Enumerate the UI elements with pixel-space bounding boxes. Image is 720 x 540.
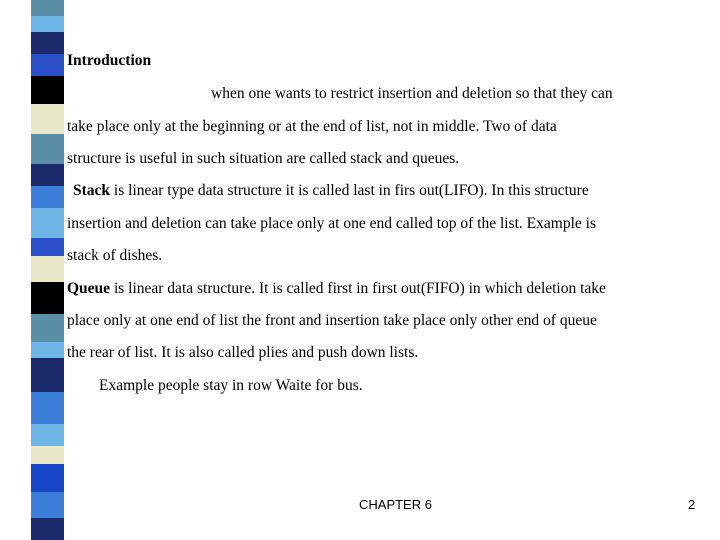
stack-definition: is linear type data structure it is called last in firs out(LIFO). In this structure <box>110 182 589 199</box>
stripe-block <box>31 208 64 238</box>
section-heading: Introduction <box>67 52 152 69</box>
decorative-stripe-sidebar <box>31 0 64 540</box>
stripe-block <box>31 464 64 492</box>
stack-line-2: insertion and deletion can take place only at one end called top of the list. Example is <box>67 215 596 232</box>
stripe-block <box>31 54 64 76</box>
stripe-block <box>31 314 64 342</box>
queue-definition: is linear data structure. It is called first in first out(FIFO) in which deletion take <box>110 280 606 297</box>
intro-line-2: take place only at the beginning or at the end of list, not in middle. Two of data <box>67 118 557 135</box>
stripe-block <box>31 104 64 134</box>
stack-line-1 <box>73 183 589 199</box>
stripe-block <box>31 518 64 540</box>
stripe-block <box>31 392 64 424</box>
queue-example: Example people stay in row Waite for bus. <box>99 377 363 394</box>
stripe-block <box>31 164 64 186</box>
stripe-block <box>31 238 64 256</box>
stripe-block <box>31 342 64 358</box>
stripe-block <box>31 134 64 164</box>
stripe-block <box>31 186 64 208</box>
stripe-block <box>31 256 64 282</box>
stripe-block <box>31 76 64 104</box>
footer-page-number: 2 <box>688 497 696 512</box>
stack-term: Stack <box>73 182 111 199</box>
stripe-block <box>31 282 64 314</box>
stripe-block <box>31 16 64 32</box>
stripe-block <box>31 446 64 464</box>
queue-line-1 <box>67 281 606 297</box>
footer-chapter: CHAPTER 6 <box>359 497 432 512</box>
queue-line-2: place only at one end of list the front and insertion take place only other end of queue <box>67 312 597 329</box>
stripe-block <box>31 424 64 446</box>
stripe-block <box>31 0 64 16</box>
queue-term: Queue <box>67 280 111 297</box>
stripe-block <box>31 32 64 54</box>
queue-line-3: the rear of list. It is also called plies and push down lists. <box>67 344 419 361</box>
intro-line-3: structure is useful in such situation are called stack and queues. <box>67 150 460 167</box>
stripe-block <box>31 358 64 392</box>
intro-line-1: when one wants to restrict insertion and deletion so that they can <box>211 85 613 102</box>
stack-line-3: stack of dishes. <box>67 247 163 264</box>
stripe-block <box>31 492 64 518</box>
